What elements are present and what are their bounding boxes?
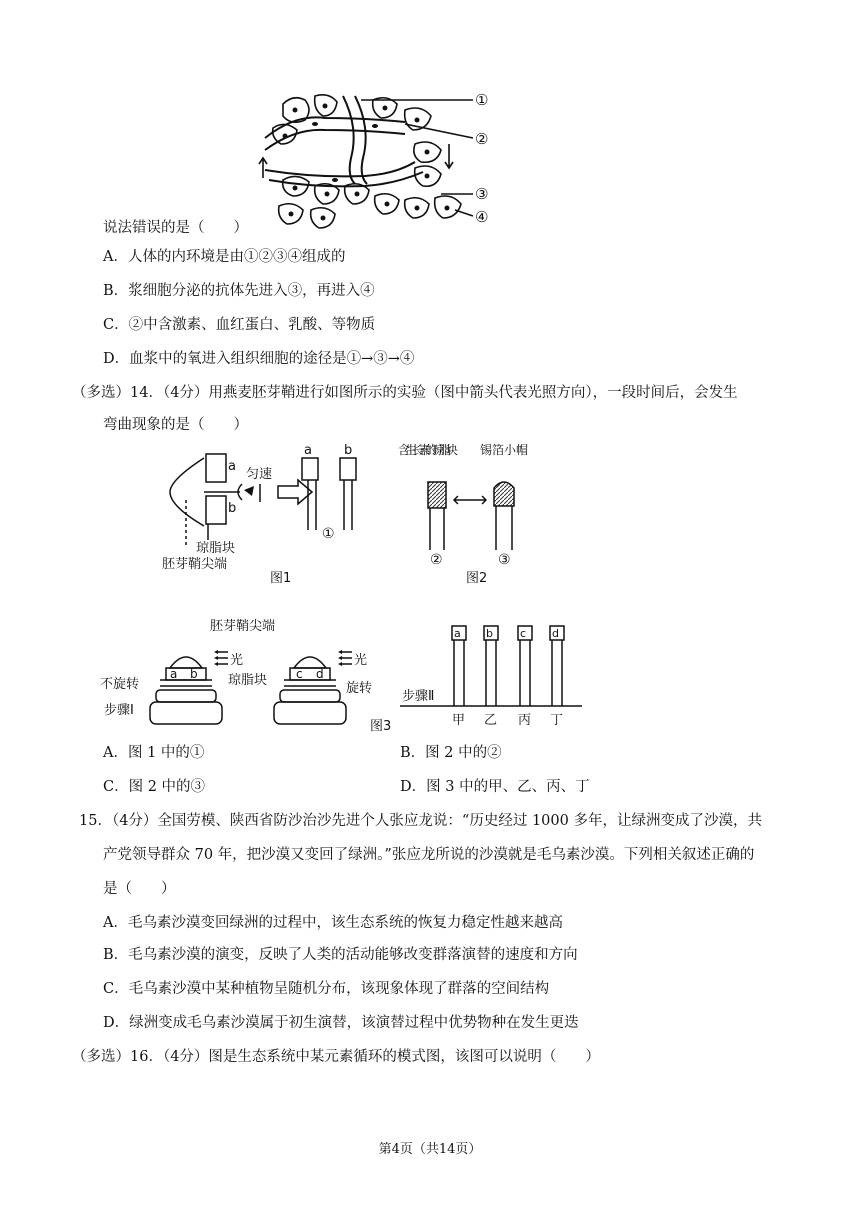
fig3-block-c: c [296, 667, 303, 681]
q15-stem-line3: 是（ ） [103, 881, 176, 897]
fig2-label-right: 锡箔小帽 [480, 443, 529, 457]
fig1-agar-label: 琼脂块 [196, 541, 236, 556]
q14-stem-line2: 弯曲现象的是（ ） [103, 417, 248, 433]
fig3-no-rotate-label: 不旋转 [100, 677, 140, 692]
fig3-sprout-block-d: d [552, 627, 559, 640]
fig1-tip-label: 胚芽鞘尖端 [162, 557, 228, 572]
fig3-light-right: 光 [354, 653, 368, 668]
q13-label-3: ③ [475, 185, 489, 203]
fig2-circle-2: ② [430, 552, 443, 568]
q13-label-4: ④ [475, 208, 489, 226]
fig1-caption: 图1 [270, 571, 292, 586]
q15-stem-line1: 15．（4分）全国劳模、陕西省防沙治沙先进个人张应龙说：“历史经过 1000 多年，让绿洲变成了沙漠，共 [79, 813, 762, 829]
fig1-circle-1: ① [322, 526, 335, 542]
fig1-sprout-a: a [304, 443, 312, 458]
q15-option-d: D．绿洲变成毛乌素沙漠属于初生演替，该演替过程中优势物种在发生更迭 [103, 1015, 579, 1031]
fig1-block-b: b [228, 501, 237, 516]
q15-option-c: C．毛乌素沙漠中某种植物呈随机分布，该现象体现了群落的空间结构 [103, 981, 550, 997]
fig3-sprout-jia: 甲 [452, 713, 466, 728]
fig1-sprout-b: b [344, 443, 353, 458]
q14-figure-3 [100, 616, 590, 736]
page-footer: 第4页（共14页） [378, 1142, 482, 1157]
fig3-light-left: 光 [230, 653, 244, 668]
fig3-sprout-yi: 乙 [484, 713, 498, 728]
fig3-tip-label: 胚芽鞘尖端 [210, 619, 276, 634]
fig3-block-b: b [190, 667, 198, 681]
q14-figure-1-2 [160, 440, 600, 590]
fig3-agar-label: 琼脂块 [228, 673, 268, 688]
q16-stem-line1: （多选）16．（4分）图是生态系统中某元素循环的模式图，该图可以说明（ ） [72, 1049, 600, 1065]
fig3-block-d: d [316, 667, 324, 681]
fig2-caption: 图2 [466, 571, 488, 586]
fig3-step2-label: 步骤Ⅱ [402, 689, 435, 704]
q13-stem-tail: 说法错误的是（ ） [103, 220, 248, 236]
q14-stem-line1: （多选）14．（4分）用燕麦胚芽鞘进行如图所示的实验（图中箭头代表光照方向），一段时间后，会发生 [72, 385, 738, 401]
q14-option-a: A．图 1 中的① [103, 745, 205, 761]
fig3-sprout-block-a: a [454, 627, 461, 640]
fig3-sprout-bing: 丙 [518, 713, 532, 728]
q13-option-b: B．浆细胞分泌的抗体先进入③，再进入④ [103, 283, 375, 299]
q13-label-2: ② [475, 130, 489, 148]
q14-option-d: D．图 3 中的甲、乙、丙、丁 [400, 779, 590, 795]
fig1-rotate-label: 匀速 [246, 467, 273, 482]
q13-option-d: D．血浆中的氧进入组织细胞的途径是①→③→④ [103, 351, 415, 367]
fig3-step1-label: 步骤Ⅰ [104, 703, 134, 718]
fig3-sprout-block-b: b [486, 627, 493, 640]
fig3-sprout-block-c: c [520, 627, 527, 640]
fig3-caption: 图3 [370, 719, 392, 734]
fig3-sprout-ding: 丁 [550, 713, 564, 728]
fig3-rotate-label: 旋转 [346, 681, 373, 696]
q13-cell-figure [255, 88, 505, 233]
q14-option-b: B．图 2 中的② [400, 745, 502, 761]
q13-label-1: ① [475, 91, 489, 109]
q15-stem-line2: 产党领导群众 70 年，把沙漠又变回了绿洲。”张应龙所说的沙漠就是毛乌素沙漠。下列相关叙述正确的 [103, 847, 755, 863]
q13-option-a: A．人体的内环境是由①②③④组成的 [103, 249, 346, 265]
q13-option-c: C．②中含激素、血红蛋白、乳酸、等物质 [103, 317, 376, 333]
q15-option-b: B．毛乌素沙漠的演变，反映了人类的活动能够改变群落演替的速度和方向 [103, 947, 578, 963]
fig3-block-a: a [170, 667, 178, 681]
fig2-label-left: 含生长素的琼脂块 [398, 443, 458, 457]
fig1-block-a: a [228, 459, 236, 474]
q14-option-c: C．图 2 中的③ [103, 779, 206, 795]
q15-option-a: A．毛乌素沙漠变回绿洲的过程中，该生态系统的恢复力稳定性越来越高 [103, 915, 563, 931]
fig2-circle-3: ③ [498, 552, 511, 568]
